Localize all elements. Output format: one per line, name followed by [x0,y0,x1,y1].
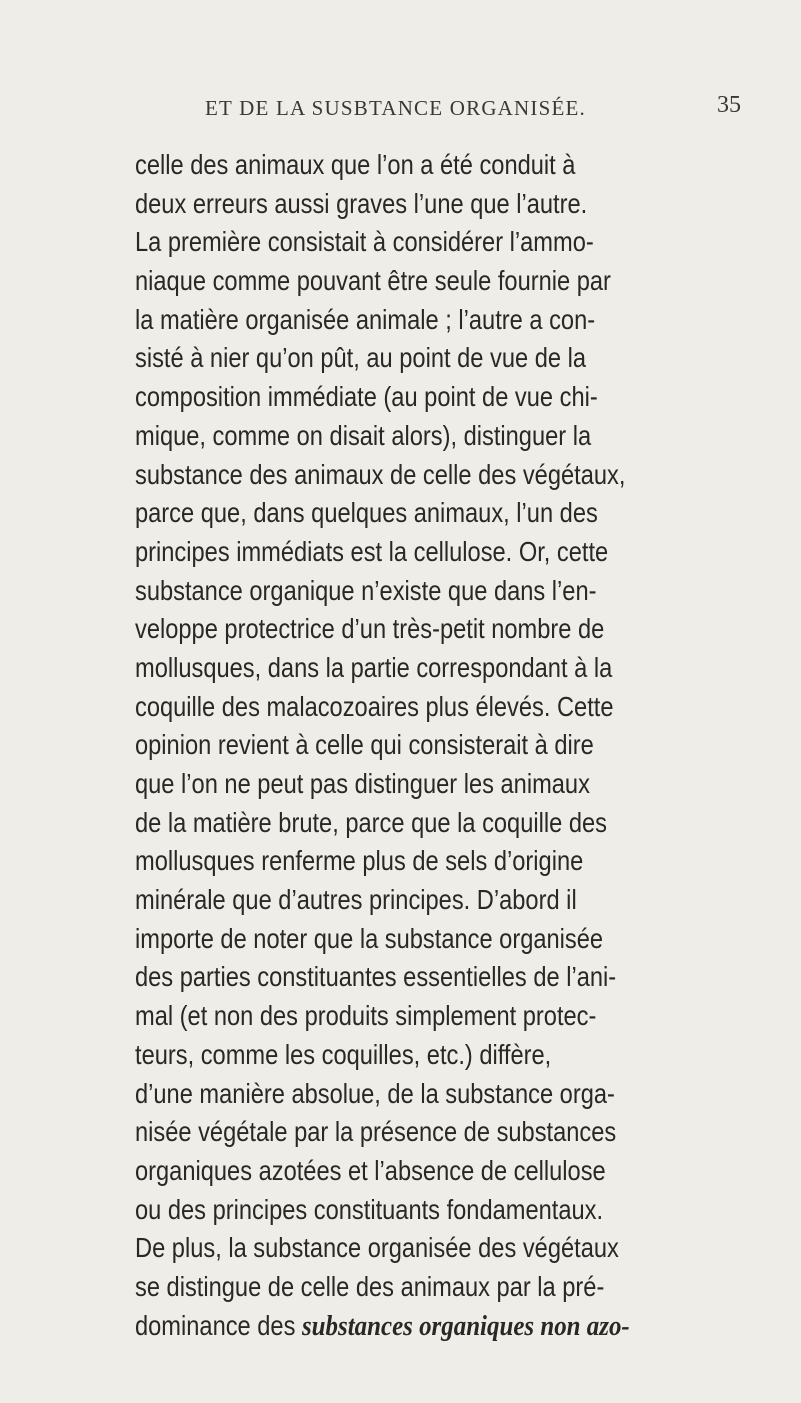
text-line: de la matière brute, parce que la coquille des [135,806,607,838]
text-line: se distingue de celle des animaux par la pré- [135,1270,605,1302]
body-text [135,146,775,1345]
text-line-lead: dominance des [135,1309,302,1341]
text-line: parce que, dans quelques animaux, l’un des [135,497,598,529]
text-line: que l’on ne peut pas distinguer les animaux [135,768,590,799]
emphasized-text: substances organiques non azo- [301,1309,630,1342]
text-line: nisée végétale par la présence de substances [135,1116,617,1148]
text-line: mique, comme on disait alors), distinguer la [135,419,592,451]
text-line: coquille des malacozoaires plus élevés. Cette [135,690,614,722]
text-line: celle des animaux que l’on a été conduit à [135,149,576,180]
text-line: organiques azotées et l’absence de cellulose [135,1154,606,1186]
text-line: mal (et non des produits simplement protec- [135,1000,597,1032]
text-line: sisté à nier qu’on pût, au point de vue de la [135,342,586,374]
running-head: ET DE LA SUSBTANCE ORGANISÉE. [205,96,586,120]
text-line-last [135,1307,685,1346]
text-line: teurs, comme les coquilles, etc.) diffère, [135,1038,552,1070]
text-line: composition immédiate (au point de vue chi- [135,381,598,413]
text-line: substance organique n’existe que dans l’en- [135,574,597,606]
text-line: opinion revient à celle qui consisterait à dire [135,729,594,761]
text-line: mollusques, dans la partie correspondant à la [135,651,613,683]
text-line: La première consistait à considérer l’ammo- [135,226,594,258]
text-line: ou des principes constituants fondamentaux. [135,1193,604,1225]
text-line: la matière organisée animale ; l’autre a con- [135,303,596,335]
page-number: 35 [717,92,741,118]
text-line: mollusques renferme plus de sels d’origine [135,845,584,877]
text-line: De plus, la substance organisée des végétaux [135,1232,619,1264]
text-line: veloppe protectrice d’un très-petit nombre de [135,613,605,645]
text-line: deux erreurs aussi graves l’une que l’autre. [135,187,588,219]
text-line: niaque comme pouvant être seule fournie par [135,265,611,297]
text-line: principes immédiats est la cellulose. Or, cette [135,535,609,567]
text-line: minérale que d’autres principes. D’abord il [135,884,577,916]
text-line: d’une manière absolue, de la substance orga- [135,1077,615,1109]
text-line: importe de noter que la substance organisée [135,922,604,954]
text-line: des parties constituantes essentielles de l’ani- [135,961,617,993]
text-line: substance des animaux de celle des végétaux, [135,458,626,490]
